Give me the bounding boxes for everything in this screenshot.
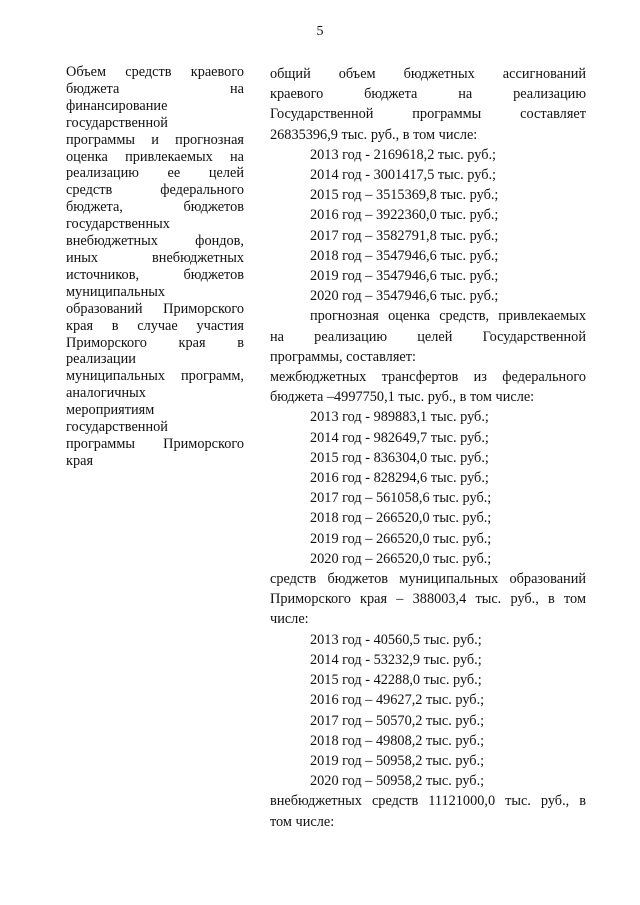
- year-amount-line: 2017 год – 561058,6 тыс. руб.;: [310, 490, 492, 507]
- right-column-line: Приморского края – 388003,4 тыс. руб., в том: [270, 591, 586, 608]
- right-column-line: бюджета –4997750,1 тыс. руб., в том числе:: [270, 389, 535, 406]
- year-amount-line: 2019 год – 3547946,6 тыс. руб.;: [310, 268, 499, 285]
- right-column-line: прогнозная оценка средств, привлекаемых: [310, 308, 586, 325]
- right-column-line: Государственной программы составляет: [270, 106, 586, 123]
- left-column-line: финансирование: [66, 97, 168, 114]
- year-amount-line: 2017 год – 50570,2 тыс. руб.;: [310, 712, 485, 729]
- right-column-line: межбюджетных трансфертов из федерального: [270, 369, 586, 386]
- right-column-content: [270, 64, 586, 832]
- left-column-label: [66, 64, 244, 470]
- year-amount-line: 2015 год – 3515369,8 тыс. руб.;: [310, 187, 499, 204]
- left-column-line: бюджета на: [66, 80, 244, 97]
- left-column-line: программы и прогнозная: [66, 131, 244, 148]
- year-amount-line: 2016 год - 828294,6 тыс. руб.;: [310, 470, 489, 487]
- right-column-line: на реализацию целей Государственной: [270, 328, 586, 345]
- left-column-line: аналогичных: [66, 385, 146, 402]
- year-amount-line: 2016 год – 3922360,0 тыс. руб.;: [310, 207, 499, 224]
- year-amount-line: 2014 год - 3001417,5 тыс. руб.;: [310, 167, 497, 184]
- left-column-line: программы Приморского: [66, 435, 244, 452]
- year-amount-line: 2020 год – 266520,0 тыс. руб.;: [310, 550, 492, 567]
- left-column-line: источников, бюджетов: [66, 266, 244, 283]
- year-amount-line: 2015 год - 836304,0 тыс. руб.;: [310, 449, 489, 466]
- year-amount-line: 2015 год - 42288,0 тыс. руб.;: [310, 672, 482, 689]
- left-column-line: образований Приморского: [66, 300, 244, 317]
- left-column-line: иных внебюджетных: [66, 249, 244, 266]
- year-amount-line: 2018 год – 49808,2 тыс. руб.;: [310, 732, 485, 749]
- right-column-line: том числе:: [270, 813, 335, 830]
- year-amount-line: 2017 год – 3582791,8 тыс. руб.;: [310, 227, 499, 244]
- right-column-line: числе:: [270, 611, 309, 628]
- left-column-line: государственной: [66, 419, 168, 436]
- left-column-line: муниципальных программ,: [66, 368, 244, 385]
- left-column-line: внебюджетных фондов,: [66, 233, 244, 250]
- right-column-line: внебюджетных средств 11121000,0 тыс. руб., в: [270, 793, 586, 810]
- year-amount-line: 2013 год - 40560,5 тыс. руб.;: [310, 631, 482, 648]
- left-column-line: края: [66, 452, 94, 469]
- left-column-line: реализации: [66, 351, 136, 368]
- page-number: 5: [316, 24, 324, 39]
- year-amount-line: 2020 год – 3547946,6 тыс. руб.;: [310, 288, 499, 305]
- year-amount-line: 2013 год - 989883,1 тыс. руб.;: [310, 409, 489, 426]
- year-amount-line: 2019 год – 266520,0 тыс. руб.;: [310, 530, 492, 547]
- left-column-line: государственных: [66, 216, 170, 233]
- year-amount-line: 2018 год – 266520,0 тыс. руб.;: [310, 510, 492, 527]
- year-amount-line: 2018 год – 3547946,6 тыс. руб.;: [310, 247, 499, 264]
- right-column-line: краевого бюджета на реализацию: [270, 86, 586, 103]
- left-column-line: Приморского края в: [66, 334, 244, 351]
- left-column-line: государственной: [66, 114, 168, 131]
- left-column-line: оценка привлекаемых на: [66, 148, 244, 165]
- right-column-line: 26835396,9 тыс. руб., в том числе:: [270, 126, 478, 143]
- left-column-line: Объем средств краевого: [66, 64, 244, 80]
- year-amount-line: 2014 год - 982649,7 тыс. руб.;: [310, 429, 489, 446]
- year-amount-line: 2020 год – 50958,2 тыс. руб.;: [310, 773, 485, 790]
- left-column-line: средств федерального: [66, 182, 244, 199]
- year-amount-line: 2013 год - 2169618,2 тыс. руб.;: [310, 146, 497, 163]
- right-column-line: общий объем бюджетных ассигнований: [270, 66, 586, 82]
- year-amount-line: 2019 год – 50958,2 тыс. руб.;: [310, 752, 485, 769]
- right-column-line: средств бюджетов муниципальных образований: [270, 571, 586, 588]
- left-column-line: бюджета, бюджетов: [66, 199, 244, 216]
- left-column-line: мероприятиям: [66, 402, 155, 419]
- left-column-line: реализацию ее целей: [66, 165, 244, 182]
- left-column-line: муниципальных: [66, 283, 165, 300]
- year-amount-line: 2016 год – 49627,2 тыс. руб.;: [310, 692, 485, 709]
- year-amount-line: 2014 год - 53232,9 тыс. руб.;: [310, 651, 482, 668]
- left-column-line: края в случае участия: [66, 317, 244, 334]
- right-column-line: программы, составляет:: [270, 348, 416, 365]
